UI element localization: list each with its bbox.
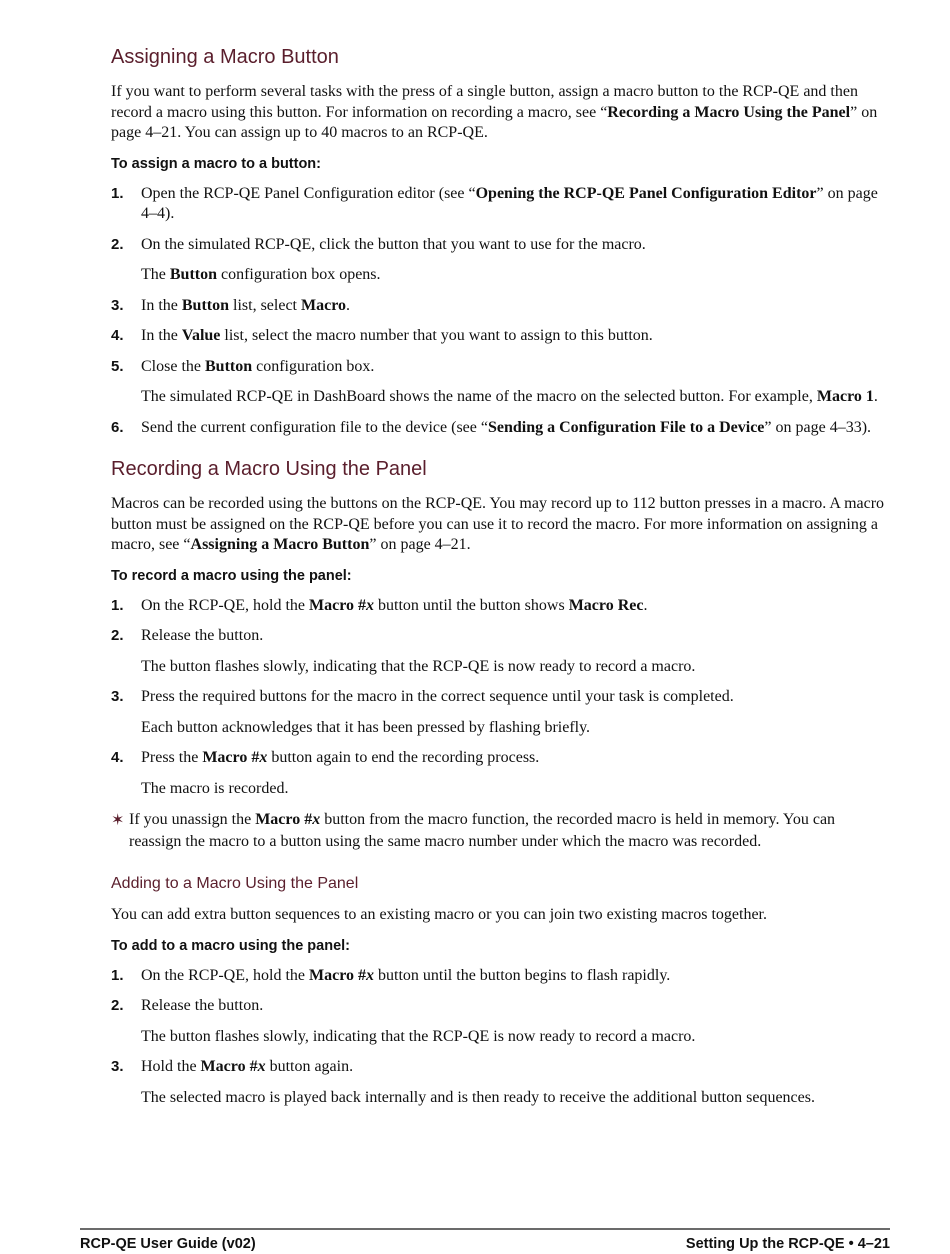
footer-divider [80, 1228, 890, 1230]
procedure-heading: To record a macro using the panel: [111, 567, 352, 584]
footer-doc-title: RCP-QE User Guide (v02) [80, 1236, 256, 1252]
step: 3. Press the required buttons for the macro in the correct sequence until your task is completed. [111, 688, 734, 705]
step: 2. Release the button. [111, 627, 264, 644]
step-result: The button flashes slowly, indicating that the RCP-QE is now ready to record a macro. [141, 657, 696, 675]
step: 6. Send the current configuration file to the device (see “Sending a Configuration File to a Device” on page 4–33). [111, 418, 872, 436]
section-intro: If you want to perform several tasks with the press of a single button, assign a macro button to the RCP-QE and then record a macro using this button. For information on recording a macro, see “Recording a Macro Using the Panel” on page 4–21. You can assign up to 40 macros to an RCP-QE. [111, 83, 878, 141]
step: 3. Hold the Macro #x button again. [111, 1058, 354, 1075]
section-title: Assigning a Macro Button [111, 46, 339, 68]
step-result: The button flashes slowly, indicating that the RCP-QE is now ready to record a macro. [141, 1027, 696, 1045]
procedure-heading: To add to a macro using the panel: [111, 937, 351, 954]
step-result: The selected macro is played back internally and is then ready to receive the additional button sequences. [141, 1088, 815, 1106]
step: 1. On the RCP-QE, hold the Macro #x button until the button begins to flash rapidly. [111, 966, 671, 984]
step: 1. Open the RCP-QE Panel Configuration editor (see “Opening the RCP-QE Panel Configuration Editor” on page 4–4). [111, 184, 878, 222]
subsection-title: Adding to a Macro Using the Panel [111, 875, 359, 892]
step: 3. In the Button list, select Macro. [111, 296, 350, 314]
procedure-heading: To assign a macro to a button: [111, 155, 321, 172]
step-result: Each button acknowledges that it has been pressed by flashing briefly. [141, 718, 591, 736]
section-title: Recording a Macro Using the Panel [111, 458, 427, 480]
step-result: The macro is recorded. [141, 779, 289, 797]
step: 1. On the RCP-QE, hold the Macro #x button until the button shows Macro Rec. [111, 596, 648, 614]
step: 2. On the simulated RCP-QE, click the button that you want to use for the macro. [111, 235, 646, 253]
step-result: The Button configuration box opens. [141, 266, 381, 283]
step: 4. Press the Macro #x button again to end the recording process. [111, 749, 540, 766]
step: 2. Release the button. [111, 997, 264, 1014]
step: 4. In the Value list, select the macro number that you want to assign to this button. [111, 327, 653, 344]
step-result: The simulated RCP-QE in DashBoard shows the name of the macro on the selected button. For example, Macro 1. [141, 388, 878, 405]
section-intro: You can add extra button sequences to an existing macro or you can join two existing macros together. [111, 906, 767, 923]
footer-page-number: Setting Up the RCP-QE • 4–21 [685, 1236, 890, 1252]
step: 5. Close the Button configuration box. [111, 357, 375, 375]
note: ✶ If you unassign the Macro #x button from the macro function, the recorded macro is held in memory. You can reassign the macro to a button using the same macro number under which the macro was recorded. [111, 810, 836, 850]
section-intro: Macros can be recorded using the buttons on the RCP-QE. You may record up to 112 button presses in a macro. A macro button must be assigned on the RCP-QE before you can use it to record the macro. For more information on assigning a macro, see “Assigning a Macro Button” on page 4–21. [111, 495, 885, 553]
page-content [111, 44, 886, 1118]
note-star-icon: ✶ [111, 810, 125, 829]
